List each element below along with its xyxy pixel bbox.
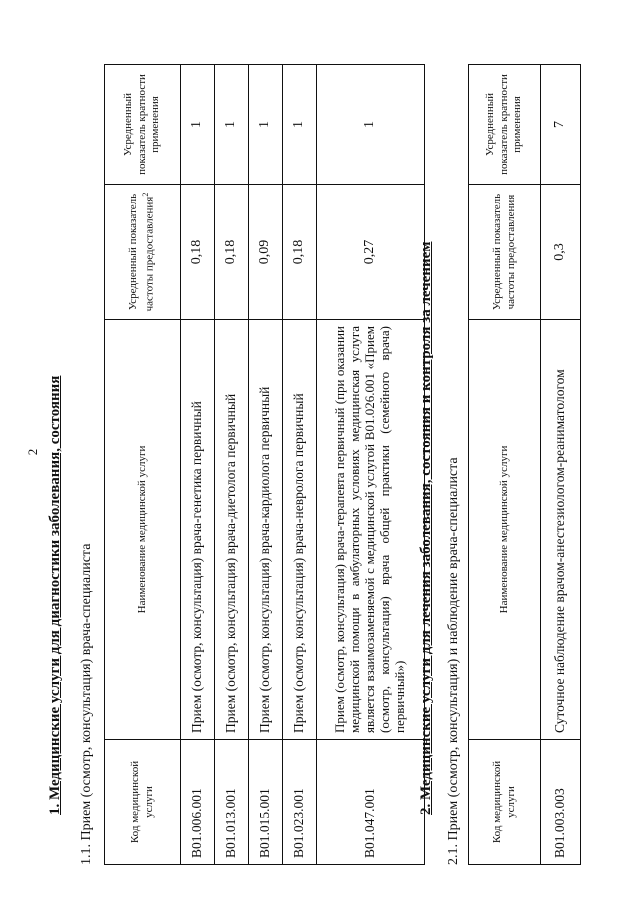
subsection-2-1-heading: 2.1. Прием (осмотр, консультация) и наблюдение врача-специалиста — [446, 457, 461, 865]
header-multiplicity: Усредненный показатель кратности применения — [469, 65, 541, 185]
header-code: Код медицинской услуги — [105, 740, 181, 865]
service-name: Прием (осмотр, консультация) врача-диетолога первичный — [215, 320, 249, 740]
header-frequency — [105, 185, 181, 320]
table-header-row — [469, 65, 541, 865]
service-name: Прием (осмотр, консультация) врача-кардиолога первичный — [249, 320, 283, 740]
service-code: B01.015.001 — [249, 740, 283, 865]
section-2-heading: 2. Медицинские услуги для лечения заболевания, состояния и контроля за лечением — [418, 241, 434, 815]
service-code: B01.006.001 — [181, 740, 215, 865]
table-row — [249, 65, 283, 865]
service-code: B01.023.001 — [283, 740, 317, 865]
frequency-value: 0,09 — [249, 185, 283, 320]
multiplicity-value: 1 — [283, 65, 317, 185]
multiplicity-value: 7 — [541, 65, 581, 185]
header-frequency: Усредненный показатель частоты предоставления — [469, 185, 541, 320]
table-row — [317, 65, 425, 865]
footnote-marker: 2 — [141, 192, 151, 197]
table-row — [215, 65, 249, 865]
header-frequency-text: Усредненный показатель частоты предоставления — [127, 193, 156, 312]
section-1-heading: 1. Медицинские услуги для диагностики заболевания, состояния — [47, 375, 63, 815]
header-name: Наименование медицинской услуги — [105, 320, 181, 740]
treatment-services-table — [468, 64, 581, 865]
frequency-value: 0,27 — [317, 185, 425, 320]
page-number: 2 — [25, 448, 40, 456]
multiplicity-value: 1 — [249, 65, 283, 185]
table-row — [541, 65, 581, 865]
multiplicity-value: 1 — [215, 65, 249, 185]
table-row — [283, 65, 317, 865]
subsection-1-1-heading: 1.1. Прием (осмотр, консультация) врача-специалиста — [79, 543, 94, 865]
service-name: Прием (осмотр, консультация) врача-невролога первичный — [283, 320, 317, 740]
frequency-value: 0,18 — [215, 185, 249, 320]
header-multiplicity: Усредненный показатель кратности применения — [105, 65, 181, 185]
service-code: B01.047.001 — [317, 740, 425, 865]
diagnostics-services-table — [104, 64, 425, 865]
service-name: Прием (осмотр, консультация) врача-генетика первичный — [181, 320, 215, 740]
table-header-row — [105, 65, 181, 865]
frequency-value: 0,18 — [181, 185, 215, 320]
table-row — [181, 65, 215, 865]
frequency-value: 0,18 — [283, 185, 317, 320]
service-code: B01.003.003 — [541, 740, 581, 865]
multiplicity-value: 1 — [181, 65, 215, 185]
service-name: Прием (осмотр, консультация) врача-терапевта первичный (при оказании медицинской помощи в амбулаторных условиях медицинская услуга является взаимозаменяемой с медицинской услугой B01.026.001 «Прием (осмотр, консультация) врача общей практики (семейного врача) первичный») — [317, 320, 425, 740]
multiplicity-value: 1 — [317, 65, 425, 185]
service-code: B01.013.001 — [215, 740, 249, 865]
service-name: Суточное наблюдение врачом-анестезиологом-реаниматологом — [541, 320, 581, 740]
header-name: Наименование медицинской услуги — [469, 320, 541, 740]
frequency-value: 0,3 — [541, 185, 581, 320]
header-code: Код медицинской услуги — [469, 740, 541, 865]
